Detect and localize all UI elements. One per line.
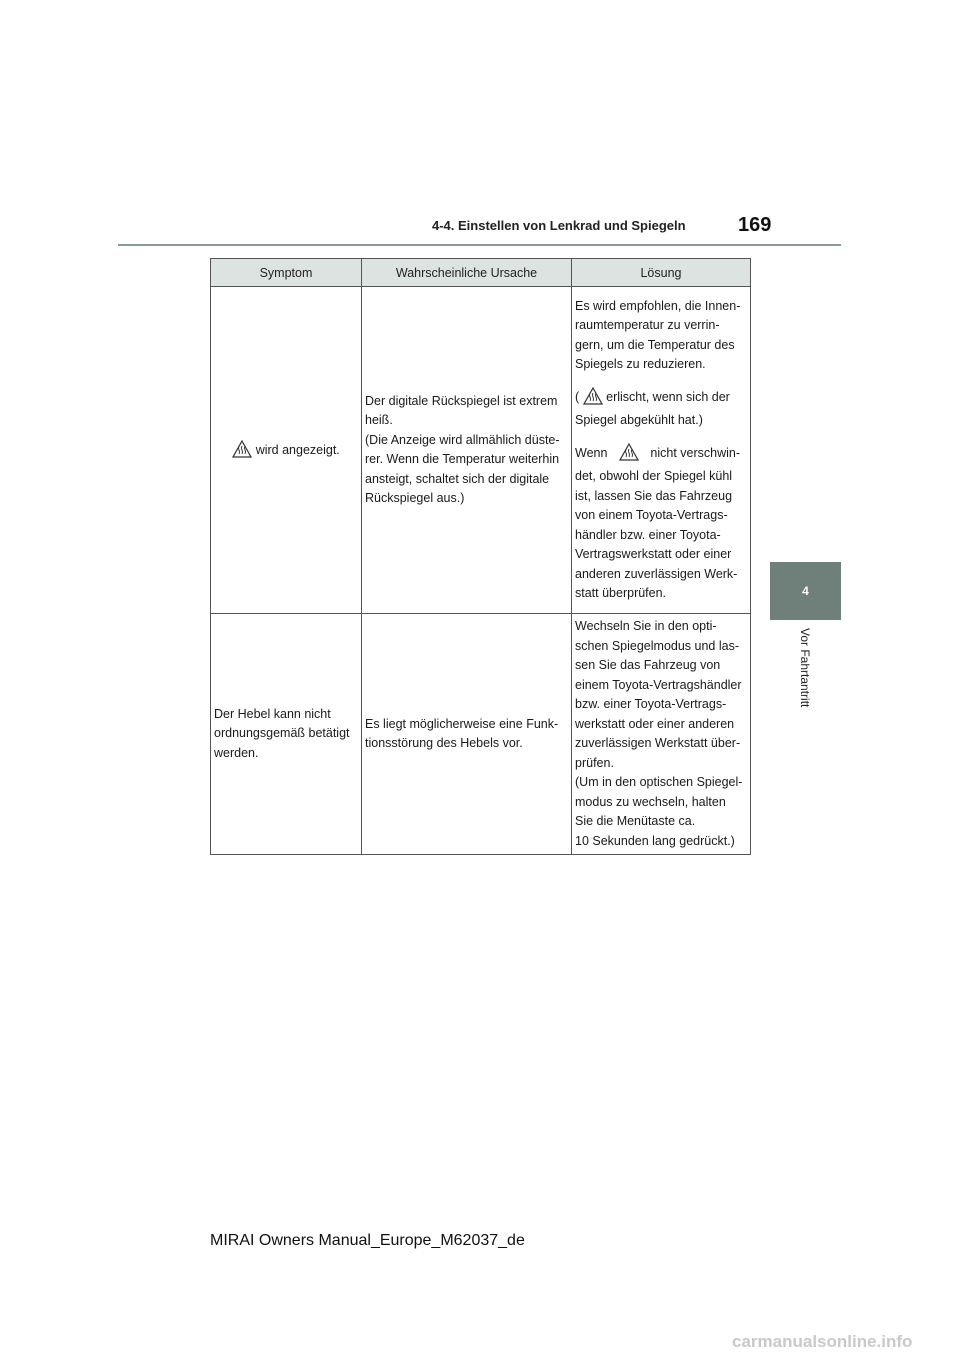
- symptom-line: ordnungsgemäß betätigt: [214, 726, 350, 741]
- cause-line: ansteigt, schaltet sich der digitale: [365, 471, 550, 486]
- solution-line: Spiegels zu reduzieren.: [575, 357, 706, 371]
- solution-line: [575, 387, 747, 408]
- cause-cell: [362, 614, 572, 855]
- solution-prefix: (: [575, 389, 580, 404]
- solution-line: anderen zuverlässigen Werk-: [575, 566, 738, 581]
- cause-line: Der digitale Rückspiegel ist extrem: [365, 393, 558, 408]
- table-row: [211, 614, 751, 855]
- symptom-line: Der Hebel kann nicht: [214, 706, 331, 721]
- solution-line: Vertragswerkstatt oder einer: [575, 547, 732, 561]
- solution-line: von einem Toyota-Vertrags-: [575, 508, 728, 522]
- solution-line: modus zu wechseln, halten: [575, 794, 726, 809]
- solution-line: statt überprüfen.: [575, 586, 667, 600]
- cause-cell: [362, 287, 572, 614]
- solution-line: 10 Sekunden lang gedrückt.): [575, 833, 735, 848]
- symptom-line: werden.: [214, 745, 259, 760]
- header-divider: [118, 244, 841, 246]
- symptom-text: wird angezeigt.: [255, 442, 340, 457]
- solution-line: einem Toyota-Vertragshändler: [575, 677, 742, 692]
- mirror-overheat-warning-icon: [619, 443, 639, 461]
- solution-prefix: Wenn: [575, 445, 608, 460]
- solution-line: schen Spiegelmodus und las-: [575, 638, 739, 653]
- header-solution: Lösung: [572, 259, 751, 287]
- cause-line: Es liegt möglicherweise eine Funk-: [365, 716, 559, 731]
- section-title: 4-4. Einstellen von Lenkrad und Spiegeln: [432, 218, 686, 233]
- solution-line: prüfen.: [575, 755, 614, 770]
- mirror-overheat-warning-icon: [583, 387, 603, 405]
- symptom-cell: [211, 287, 362, 614]
- solution-suffix: erlischt, wenn sich der: [606, 389, 730, 404]
- troubleshooting-table: [210, 258, 751, 855]
- solution-line: det, obwohl der Spiegel kühl: [575, 469, 733, 483]
- chapter-number: 4: [802, 584, 809, 598]
- solution-line: (Um in den optischen Spiegel-: [575, 775, 743, 789]
- table-header-row: [211, 259, 751, 287]
- chapter-tab[interactable]: [770, 562, 841, 620]
- cause-line: rer. Wenn die Temperatur weiterhin: [365, 452, 560, 466]
- solution-line: zuverlässigen Werkstatt über-: [575, 736, 741, 750]
- mirror-overheat-warning-icon: [232, 440, 252, 458]
- manual-footer: MIRAI Owners Manual_Europe_M62037_de: [210, 1232, 525, 1249]
- solution-line: ist, lassen Sie das Fahrzeug: [575, 488, 733, 503]
- symptom-cell: [211, 614, 362, 855]
- solution-line: [575, 443, 747, 464]
- header-cause: Wahrscheinliche Ursache: [362, 259, 572, 287]
- solution-cell: [572, 287, 751, 614]
- chapter-label: Vor Fahrtantritt: [798, 628, 812, 708]
- page-number: 169: [738, 214, 772, 236]
- solution-line: raumtemperatur zu verrin-: [575, 318, 720, 332]
- header-symptom: Symptom: [211, 259, 362, 287]
- solution-suffix: nicht verschwin-: [650, 445, 741, 460]
- cause-line: (Die Anzeige wird allmählich düste-: [365, 432, 560, 447]
- solution-line: Spiegel abgekühlt hat.): [575, 413, 703, 427]
- solution-line: sen Sie das Fahrzeug von: [575, 658, 721, 672]
- cause-line: tionsstörung des Hebels vor.: [365, 736, 523, 750]
- solution-line: bzw. einer Toyota-Vertrags-: [575, 697, 727, 711]
- solution-line: händler bzw. einer Toyota-: [575, 527, 721, 542]
- table-row: [211, 287, 751, 614]
- cause-line: Rückspiegel aus.): [365, 491, 465, 505]
- cause-line: heiß.: [365, 413, 393, 427]
- solution-cell: [572, 614, 751, 855]
- solution-line: Wechseln Sie in den opti-: [575, 619, 717, 633]
- watermark[interactable]: carmanualsonline.info: [732, 1332, 913, 1351]
- solution-line: Es wird empfohlen, die Innen-: [575, 298, 741, 313]
- solution-line: gern, um die Temperatur des: [575, 337, 735, 352]
- solution-line: Sie die Menütaste ca.: [575, 814, 696, 828]
- solution-line: werkstatt oder einer anderen: [575, 716, 735, 731]
